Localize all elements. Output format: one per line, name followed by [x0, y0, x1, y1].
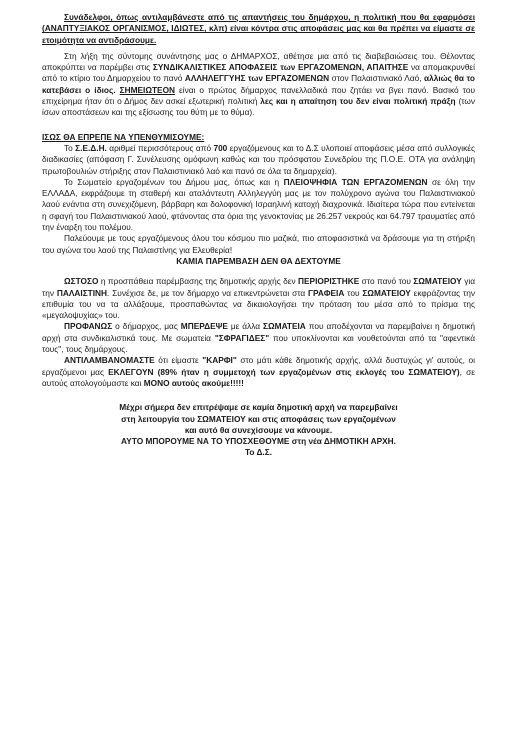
bold-span: ΠΡΟΦΑΝΩΣ: [64, 321, 113, 332]
closing-line: και αυτό θα συνεχίσουμε να κάνουμε.: [184, 424, 333, 435]
intro-paragraph: [42, 12, 475, 46]
bold-span: ΓΡΑΦΕΙΑ: [308, 287, 345, 298]
meeting-paragraph: [42, 51, 475, 119]
text-span: εκφράζοντας την επιθυμία του να τα αλλάξουμε, προσπαθώντας να δικαιολογήσει την πρόταση του μέσα από το πρίσμα της «μεγαλοψυχίας» του.: [42, 287, 475, 321]
text-span: , σε αυτούς απολογούμαστε και: [42, 366, 475, 388]
bold-span: ΑΝΤΙΛΑΜΒΑΝΟΜΑΣΤΕ: [64, 355, 155, 366]
text-span: με άλλα: [227, 321, 264, 332]
solidarity-paragraph: [42, 177, 475, 233]
union-paragraph: [42, 143, 475, 177]
bold-span: ΣΩΜΑΤΕΙΑ: [263, 321, 306, 332]
signature: Το Δ.Σ.: [244, 447, 273, 458]
text-span: για την: [42, 276, 476, 298]
bold-span: ΜΠΕΡΔΕΨΕ: [180, 321, 228, 332]
bold-span: ήταν η συμμετοχή των εργαζομένων στις εκλογές του ΣΩΜΑΤΕΙΟΥ): [181, 366, 460, 377]
text-span: Το: [64, 142, 76, 153]
text-span: εργαζόμενους και το Δ.Σ υλοποιεί αποφάσεις μέσα από συλλογικές διαδικασίες (απόφαση Γ. Συνέλευσης ομόφωνη καθώς και του πρόσφατου Συνεδρίου της Π.Ο.Ε. ΟΤΑ για ανάληψη πρωτοβουλιών στήριξης στον Παλαιστινιακό λαό και πανό σε όλα τα δημαρχεία).: [42, 142, 475, 176]
bold-span: ΑΛΛΗΛΕΓΓΥΗΣ των ΕΡΓΑΖΟΜΕΝΩΝ: [184, 73, 330, 84]
no-intervention-line: ΚΑΜΙΑ ΠΑΡΕΜΒΑΣΗ ΔΕΝ ΘΑ ΔΕΧΤΟΥΜΕ: [176, 255, 341, 266]
text-span: Στη λήξη της σύντομης συνάντησης μας ο ΔΗΜΑΡΧΟΣ, αθέτησε μια από τις διαβεβαιώσεις του. Θέλοντας αποκρύπτει να παρέμβει στις: [42, 50, 475, 73]
bold-span: λες και η απαίτηση του δεν είναι πολιτική πράξη: [260, 96, 456, 107]
text-span: είναι ο πρώτος δήμαρχος πανελλαδικά που ζητάει να βγει πανό. Βασικό του επιχείρημα ήταν ότι ο Δήμος δεν ασκεί εξωτερική πολιτική: [42, 84, 475, 107]
note-label: ΣΗΜΕΙΩΤΕΟΝ: [119, 84, 176, 95]
bold-span: ΜΟΝΟ αυτούς ακούμε!!!!!: [143, 377, 244, 388]
text-span: Το Σωματείο εργαζομένων του Δήμου μας, όπως και η: [64, 176, 284, 187]
bold-span: "ΣΦΡΑΓΙΔΕΣ": [214, 332, 270, 343]
text-span: σε όλη την ΕΛΛΑΔΑ, εκφράζουμε τη σταθερή και αταλάντευτη Αλληλεγγύη μας με τον πολύχρονο αγώνα του Παλαιστινιακού λαού ενάντια στη συνεχιζόμενη, βάρβαρη και δολοφονική Ισραηλινή κατοχή διαχρονικά. Ιδιαίτερα τώρα που εντείνεται η σφαγή του Παλαιστινιακού λαού, φτάνοντας στα όρια της γενοκτονίας με 26.257 νεκρούς και 64.797 τραυματίες από την έναρξη του πολέμου.: [42, 176, 475, 233]
closing-line: στη λειτουργία του ΣΩΜΑΤΕΙΟΥ και στις αποφάσεις των εργαζομένων: [121, 413, 396, 424]
bold-span: αλλιώς θα το κατεβάσει ο ίδιος.: [42, 73, 475, 95]
closing-block: [42, 402, 475, 458]
bold-span: ΣΥΝΔΙΚΑΛΙΣΤΙΚΕΣ ΑΠΟΦΑΣΕΙΣ των ΕΡΓΑΖΟΜΕΝΩΝ, ΑΠΑΙΤΗΣΕ: [152, 62, 409, 73]
bold-span: ΠΕΡΙΟΡΙΣΤΗΚΕ: [298, 276, 360, 287]
text-span: ότι είμαστε: [154, 355, 203, 366]
section-heading: ΙΣΩΣ ΘΑ ΕΠΡΕΠΕ ΝΑ ΥΠΕΝΘΥΜΙΣΟΥΜΕ:: [42, 131, 205, 142]
text-span: να απομακρυνθεί από το κτίριο του Δημαρχείου το πανό: [42, 62, 475, 84]
text-span: του: [344, 287, 363, 298]
bold-span: 700: [213, 142, 228, 153]
bold-span: ΠΑΛΑΙΣΤΙΝΗ: [56, 287, 108, 298]
struggle-paragraph: [42, 233, 475, 256]
text-span: που υποκλίνονται και νουθετούνται από τα "αφεντικά τους", τους δημάρχους.: [42, 332, 475, 355]
closing-line: Μέχρι σήμερα δεν επιτρέψαμε σε καμία δημοτική αρχή να παρεμβαίνει: [119, 402, 398, 413]
bold-span: Σ.Ε.Δ.Η.: [75, 142, 107, 153]
bold-span: "ΚΑΡΦΙ": [202, 355, 237, 366]
text-span: στο πανό του: [359, 276, 414, 287]
text-span: ο δήμαρχος, μας: [112, 321, 181, 332]
nail-paragraph: [42, 355, 475, 389]
text-span: η προσπάθεια παρέμβασης της δημοτικής αρχής δεν: [98, 276, 299, 287]
text-span: . Συνέχισε δε, με τον δήμαρχο να επικεντρώνεται στα: [107, 287, 309, 298]
text-span: Παλεύουμε με τους εργαζόμενους όλου του κόσμου πιο μαζικά, πιο αποφασιστικά να δράσουμε για τη στήριξη του αγώνα του λαού της Παλαιστίνης για Ελευθερία!: [42, 233, 475, 255]
obviously-paragraph: [42, 321, 475, 355]
text-span: στο μάτι κάθε δημοτικής αρχής, αλλά δυστυχώς γι' αυτούς, οι εργαζόμενοι μας: [42, 355, 475, 377]
bold-span: ΠΛΕΙΟΨΗΦΙΑ ΤΩΝ ΕΡΓΑΖΟΜΕΝΩΝ: [283, 176, 428, 187]
text-span: αριθμεί περισσότερους από: [106, 142, 214, 153]
closing-line: ΑΥΤΟ ΜΠΟΡΟΥΜΕ ΝΑ ΤΟ ΥΠΟΣΧΕΘΟΥΜΕ στη νέα ΔΗΜΟΤΙΚΗ ΑΡΧΗ.: [121, 436, 396, 447]
bold-span: ΩΣΤΟΣΟ: [64, 276, 99, 287]
text-span: (των ίσων αποστάσεων και της εξίσωσης του θύτη με το θύμα).: [42, 96, 476, 118]
bold-span: ΣΩΜΑΤΕΙΟΥ: [362, 287, 411, 298]
intro-text: Συνάδελφοι, όπως αντιλαμβάνεστε από τις απαντήσεις του δημάρχου, η πολιτική που θα εφαρμόσει (ΑΝΑΠΤΥΞΙΑΚΟΣ ΟΡΓΑΝΙΣΜΟΣ, ΙΔΙΩΤΕΣ, κλπ) είναι κόντρα στις αποφάσεις μας και θα πρέπει να είμαστε σε ετοιμότητα να αντιδράσουμε.: [42, 12, 475, 45]
bold-span: ΣΩΜΑΤΕΙΟΥ: [413, 276, 462, 287]
text-span: που αποδέχονται να παρεμβαίνει η δημοτική αρχή στα συνδικαλιστικά τους. Με σωματεία: [42, 321, 475, 343]
offices-paragraph: [42, 276, 475, 321]
bold-span: ΕΚΛΕΓΟΥΝ (89%: [108, 366, 178, 377]
text-span: στον Παλαιστινιακό Λαό,: [329, 73, 424, 84]
